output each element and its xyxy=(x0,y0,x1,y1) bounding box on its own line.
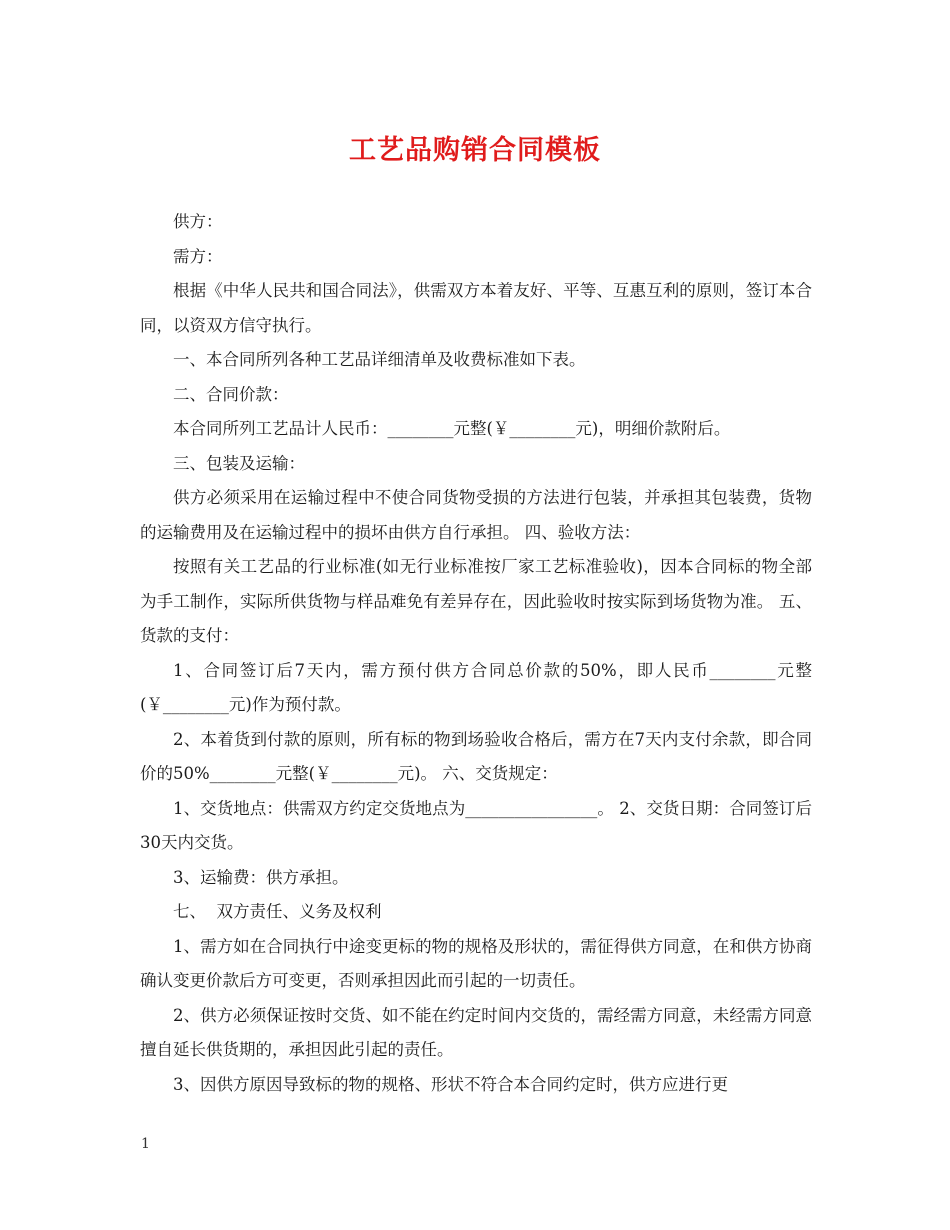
paragraph-clause-7-heading: 七、 双方责任、义务及权利 xyxy=(173,902,382,921)
paragraph-clause-7-item-3: 3、因供方原因导致标的物的规格、形状不符合本合同约定时，供方应进行更 xyxy=(173,1074,728,1094)
paragraph-clause-5-prepayment: 1、合同签订后7天内，需方预付供方合同总价款的50%，即人民币________元整(￥________元)作为预付款。 xyxy=(140,660,812,714)
paragraph-clause-2-heading: 二、合同价款： xyxy=(173,384,289,404)
paragraph-supplier: 供方： xyxy=(173,212,223,231)
document-body xyxy=(140,205,812,1102)
paragraph-clause-1: 一、本合同所列各种工艺品详细清单及收费标准如下表。 xyxy=(173,350,586,369)
paragraph-clause-3-heading: 三、包装及运输： xyxy=(173,453,305,473)
paragraph-clause-6-delivery: 1、交货地点：供需双方约定交货地点为________________。 2、交货日期：合同签订后30天内交货。 xyxy=(140,798,812,852)
paragraph-buyer: 需方： xyxy=(173,246,223,266)
document-title: 工艺品购销合同模板 xyxy=(349,135,601,166)
paragraph-clause-2-price: 本合同所列工艺品计人民币：________元整(￥________元)，明细价款附后。 xyxy=(173,419,731,438)
paragraph-clause-6-freight: 3、运输费：供方承担。 xyxy=(173,867,349,887)
paragraph-clause-3-packaging: 供方必须采用在运输过程中不使合同货物受损的方法进行包装，并承担其包装费，货物的运输费用及在运输过程中的损坏由供方自行承担。 四、验收方法： xyxy=(140,488,812,542)
paragraph-preamble: 根据《中华人民共和国合同法》，供需双方本着友好、平等、互惠互利的原则，签订本合同，以资双方信守执行。 xyxy=(140,281,812,335)
paragraph-clause-4-inspection: 按照有关工艺品的行业标准(如无行业标准按厂家工艺标准验收)，因本合同标的物全部为手工制作，实际所供货物与样品难免有差异存在，因此验收时按实际到场货物为准。 五、货款的支付： xyxy=(140,557,812,645)
paragraph-clause-7-item-1: 1、需方如在合同执行中途变更标的物的规格及形状的，需征得供方同意，在和供方协商确认变更价款后方可变更，否则承担因此而引起的一切责任。 xyxy=(140,936,812,990)
paragraph-clause-5-balance: 2、本着货到付款的原则，所有标的物到场验收合格后，需方在7天内支付余款，即合同价的50%________元整(￥________元)。 六、交货规定： xyxy=(140,729,812,783)
page-number: 1 xyxy=(141,1136,150,1152)
paragraph-clause-7-item-2: 2、供方必须保证按时交货、如不能在约定时间内交货的，需经需方同意，未经需方同意擅自延长供货期的，承担因此引起的责任。 xyxy=(140,1005,812,1059)
